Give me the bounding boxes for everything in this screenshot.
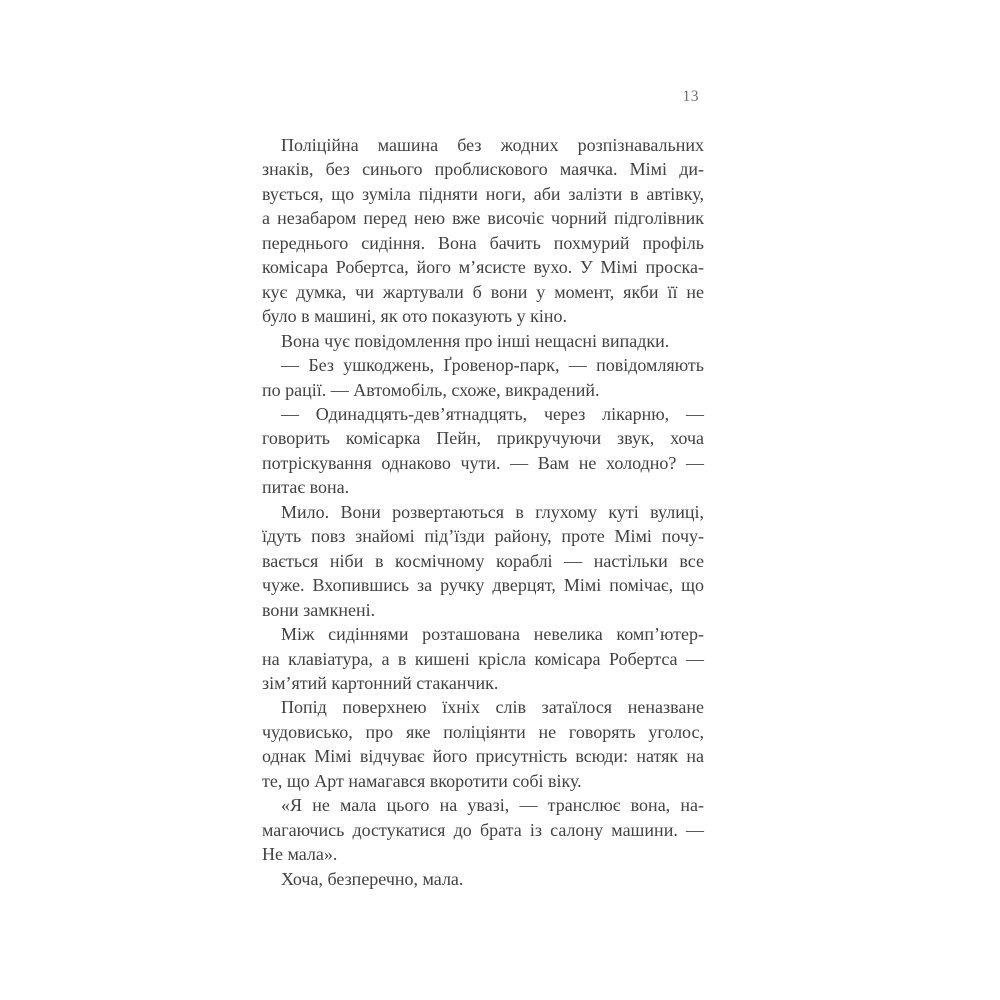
text-line: кує думка, чи жартували б вони у момент, якби її не	[262, 281, 704, 302]
text-line: їдуть повз знайомі під’їзди району, проте Мімі почу-	[262, 526, 704, 547]
text-line: однак Мімі відчуває його присутність всюди: натяк на	[262, 746, 704, 767]
paragraph	[262, 402, 704, 500]
text-line: по рації. — Автомобіль, схоже, викрадений.	[262, 379, 600, 400]
text-line: було в машині, як ото показують у кіно.	[262, 306, 567, 327]
paragraph	[262, 793, 704, 866]
paragraph	[262, 695, 704, 793]
text-line: те, що Арт намагався вкоротити собі віку.	[262, 770, 582, 791]
text-line: вається ніби в космічному кораблі — настільки все	[262, 550, 704, 571]
text-line: — Одинадцять-дев’ятнадцять, через лікарню, —	[281, 403, 704, 424]
text-line: комісара Робертса, його м’ясисте вухо. У Мімі проска-	[262, 257, 704, 278]
text-line: Мило. Вони розвертаються в глухому куті вулиці,	[281, 501, 704, 522]
paragraph	[262, 133, 704, 329]
text-line: Поліційна машина без жодних розпізнавальних	[281, 135, 704, 155]
page-number: 13	[682, 88, 699, 105]
text-line: «Я не мала цього на увазі, — транслює вона, на-	[281, 795, 704, 816]
text-line: Вона чує повідомлення про інші нещасні випадки.	[281, 330, 670, 351]
paragraph	[262, 500, 704, 622]
text-line: Між сидіннями розташована невелика комп’ютер-	[281, 624, 704, 645]
paragraph	[262, 867, 704, 891]
text-line: зім’ятий картонний стаканчик.	[262, 672, 499, 693]
text-block	[262, 133, 704, 891]
text-line: на клавіатура, а в кишені крісла комісара Робертса —	[262, 648, 704, 669]
text-line: вони замкнені.	[262, 599, 376, 620]
text-line: потріскування однаково чути. — Вам не холодно? —	[262, 452, 704, 473]
text-line: Хоча, безперечно, мала.	[281, 868, 464, 889]
text-line: говорить комісарка Пейн, прикручуючи звук, хоча	[262, 428, 704, 449]
text-line: знаків, без синього проблискового маячка. Мімі ди-	[262, 159, 704, 180]
paragraph	[262, 329, 704, 353]
text-line: — Без ушкоджень, Ґровенор-парк, — повідомляють	[281, 355, 704, 376]
paragraph	[262, 622, 704, 695]
text-line: переднього сидіння. Вона бачить похмурий профіль	[262, 232, 704, 253]
text-line: вується, що зуміла підняти ноги, аби залізти в автівку,	[262, 183, 704, 204]
text-line: питає вона.	[262, 477, 350, 498]
text-line: Не мала».	[262, 844, 338, 865]
text-line: чудовисько, про яке поліціянти не говорять уголос,	[262, 721, 704, 742]
text-line: а незабаром перед нею вже височіє чорний підголівник	[262, 208, 704, 229]
text-line: Попід поверхнею їхніх слів затаїлося неназване	[281, 697, 704, 718]
paragraph	[262, 353, 704, 402]
text-line: чуже. Вхопившись за ручку дверцят, Мімі помічає, що	[262, 575, 704, 596]
text-line: магаючись достукатися до брата із салону машини. —	[262, 819, 704, 840]
